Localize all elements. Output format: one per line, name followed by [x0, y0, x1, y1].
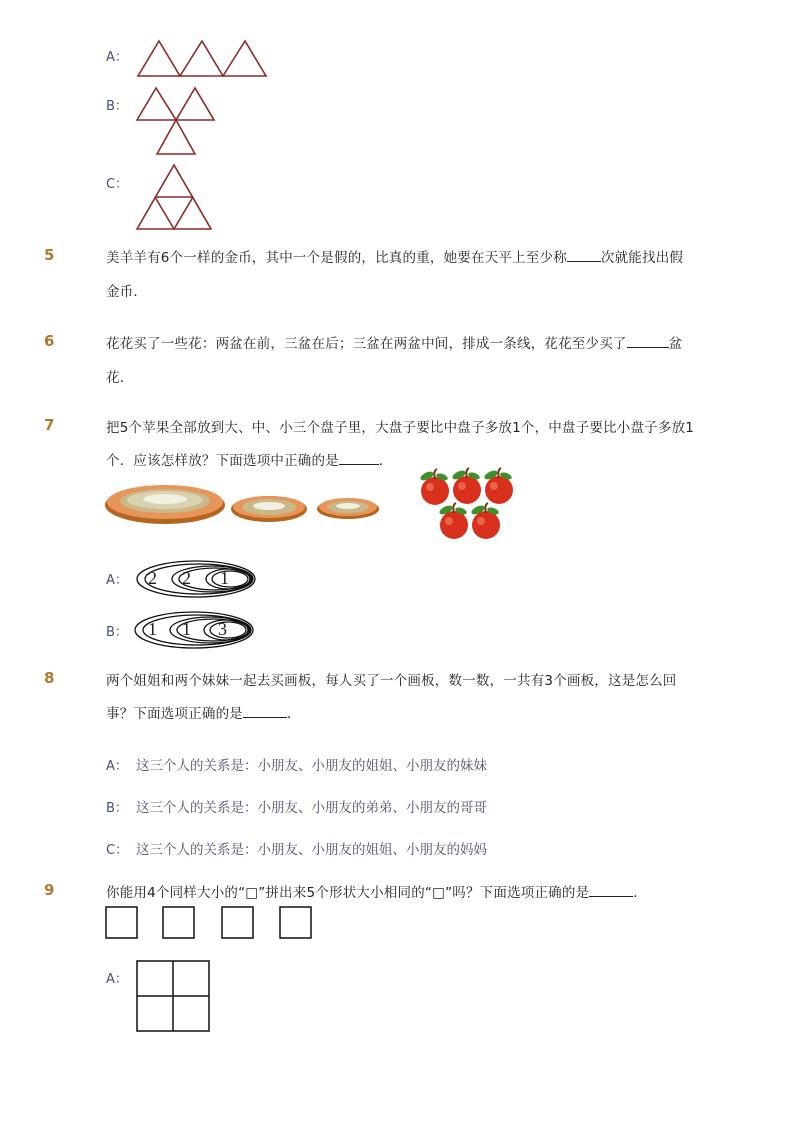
question-number: 9: [44, 881, 55, 899]
oval-number: 1: [148, 619, 157, 639]
option-text-c: 这三个人的关系是：小朋友、小朋友的姐姐、小朋友的妈妈: [136, 842, 487, 858]
question-text: 美羊羊有6个一样的金币，其中一个是假的，比真的重，她要在天平上至少称 次就能找出假: [106, 250, 684, 266]
option-label-a: A：: [106, 972, 128, 987]
question-number: 7: [44, 416, 55, 434]
option-text-b: 这三个人的关系是：小朋友、小朋友的弟弟、小朋友的哥哥: [136, 800, 487, 816]
option-label-b: B：: [106, 99, 128, 114]
option-label-c: C：: [106, 177, 129, 192]
question-text-line2: 事？下面选项正确的是 ．: [106, 706, 301, 722]
option-label-a: A：: [106, 759, 128, 774]
question-number: 5: [44, 246, 55, 264]
question-text-line2: 个．应该怎样放？下面选项中正确的是 ．: [106, 453, 393, 469]
option-label-a: A：: [106, 50, 128, 65]
oval-number: 1: [182, 619, 191, 639]
question-number: 8: [44, 669, 55, 687]
question-text-line2: 金币．: [106, 284, 148, 300]
option-label-a: A：: [106, 573, 128, 588]
oval-number: 1: [220, 568, 229, 588]
question-text: 花花买了一些花：两盆在前，三盆在后；三盆在两盆中间，排成一条线，花花至少买了 盆: [106, 336, 683, 352]
question-text: 你能用4个同样大小的“□”拼出来5个形状大小相同的“□”吗？下面选项正确的是 ．: [106, 885, 647, 901]
option-label-c: C：: [106, 843, 129, 858]
oval-number: 3: [218, 619, 227, 639]
option-label-b: B：: [106, 625, 128, 640]
question-text: 两个姐姐和两个妹妹一起去买画板，每人买了一个画板，数一数，一共有3个画板，这是怎么回: [106, 673, 677, 689]
question-text-line2: 花．: [106, 370, 134, 386]
question-number: 6: [44, 332, 55, 350]
oval-number: 2: [148, 568, 157, 588]
option-text-a: 这三个人的关系是：小朋友、小朋友的姐姐、小朋友的妹妹: [136, 758, 487, 774]
question-text: 把5个苹果全部放到大、中、小三个盘子里，大盘子要比中盘子多放1个，中盘子要比小盘子多放1: [106, 420, 695, 436]
option-label-b: B：: [106, 801, 128, 816]
oval-number: 2: [182, 568, 191, 588]
